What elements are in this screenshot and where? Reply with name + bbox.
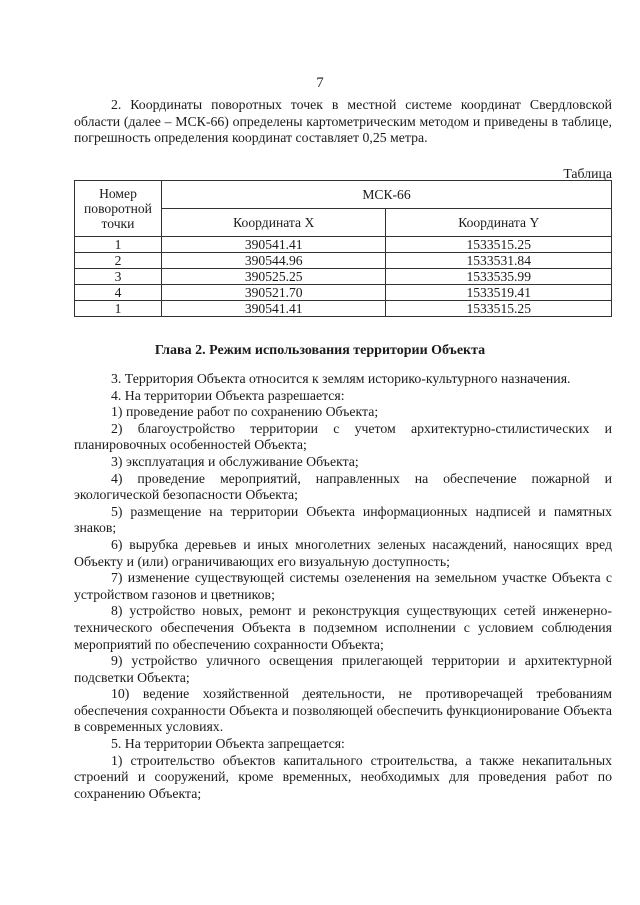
body-paragraph: 5) размещение на территории Объекта информационных надписей и памятных знаков; [74,503,612,536]
point-number-cell: 1 [75,301,162,317]
body-paragraph: 5. На территории Объекта запрещается: [111,736,345,752]
table-row [75,237,612,253]
coordinate-x-cell: 390525.25 [161,269,386,285]
table-row [75,253,612,269]
body-paragraph: 7) изменение существующей системы озеленения на земельном участке Объекта с устройством газонов и цветников; [74,570,612,602]
table-caption: Таблица [563,166,612,181]
body-paragraph: 8) устройство новых, ремонт и реконструкция существующих сетей инженерно-технического обеспечения Объекта в подземном исполнении с условием соблюдения мероприятий по обеспечению сохранности Объекта; [74,603,612,652]
body-text [74,371,612,802]
coordinate-x-cell: 390521.70 [161,285,386,301]
body-paragraph: 9) устройство уличного освещения прилегающей территории и архитектурной подсветки Объекта; [74,653,612,685]
coordinate-y-cell: 1533515.25 [386,301,612,317]
coordinate-y-header: Координата Y [386,209,612,237]
coordinate-y-cell: 1533519.41 [386,285,612,301]
point-number-header: Номер поворотной точки [75,181,162,237]
body-paragraph: 1) проведение работ по сохранению Объекта; [111,404,379,420]
intro-paragraph: 2. Координаты поворотных точек в местной системе координат Свердловской области (далее – МСК-66) определены картометрическим методом и приведены в таблице, погрешность определения координат составляет 0,25 метра. [74,97,612,146]
point-number-cell: 2 [75,253,162,269]
msk-66-header: МСК-66 [161,181,611,209]
body-paragraph: 1) строительство объектов капитального строительства, а также некапитальных строений и сооружений, кроме временных, необходимых для проведения работ по сохранению Объекта; [74,752,612,801]
page-number: 7 [316,75,324,91]
body-paragraph: 3. Территория Объекта относится к землям историко-культурного назначения. [111,371,571,386]
body-paragraph: 2) благоустройство территории с учетом архитектурно-стилистических и планировочных особенностей Объекта; [74,420,612,453]
point-number-cell: 1 [75,237,162,253]
coordinate-y-cell: 1533535.99 [386,269,612,285]
body-paragraph: 3) эксплуатация и обслуживание Объекта; [111,453,359,469]
coordinate-x-cell: 390544.96 [161,253,386,269]
coordinates-table [74,180,612,317]
coordinate-x-header: Координата X [161,209,386,237]
coordinate-x-cell: 390541.41 [161,237,386,253]
body-paragraph: 10) ведение хозяйственной деятельности, не противоречащей требованиям обеспечения сохранности Объекта и позволяющей обеспечить функционирование Объекта в современных условиях. [74,686,612,735]
chapter-heading: Глава 2. Режим использования территории Объекта [154,343,486,358]
body-paragraph: 6) вырубка деревьев и иных многолетних зеленых насаждений, наносящих вред Объекту и (или) ограничивающих его визуальную доступность; [74,536,612,569]
point-number-cell: 4 [75,285,162,301]
table-row [75,301,612,317]
table-row [75,269,612,285]
body-paragraph: 4. На территории Объекта разрешается: [111,387,345,403]
table-row [75,285,612,301]
coordinate-y-cell: 1533531.84 [386,253,612,269]
coordinate-x-cell: 390541.41 [161,301,386,317]
coordinate-y-cell: 1533515.25 [386,237,612,253]
point-number-cell: 3 [75,269,162,285]
body-paragraph: 4) проведение мероприятий, направленных на обеспечение пожарной и экологической безопасности Объекта; [74,470,612,503]
